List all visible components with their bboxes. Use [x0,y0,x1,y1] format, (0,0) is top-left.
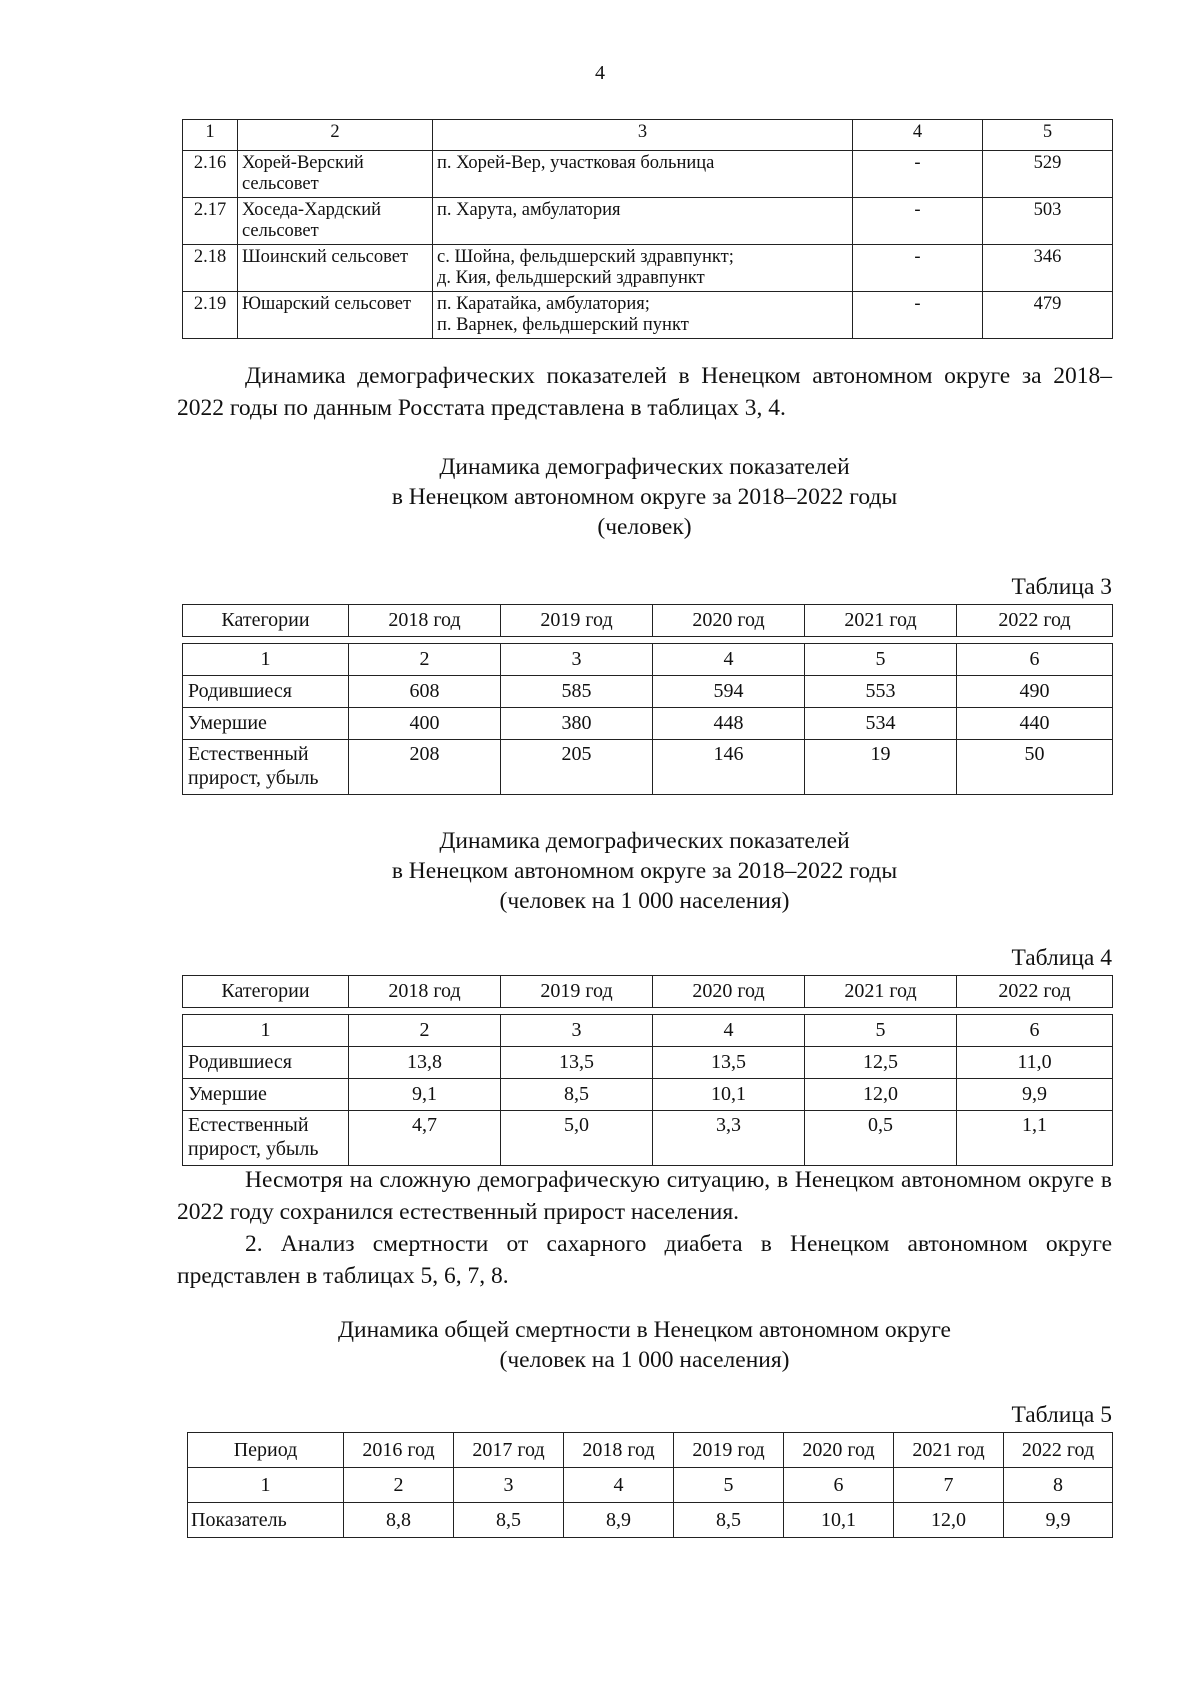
value-cell: 19 [805,740,957,795]
facility-cell [433,151,853,198]
table5 [187,1432,1113,1538]
column-header: 2020 год [653,976,805,1008]
column-header: 2022 год [957,605,1113,637]
caption-line: Динамика демографических показателей [439,454,850,480]
column-number: 6 [957,1015,1113,1047]
table-row [183,740,1113,795]
value-cell: 3,3 [653,1111,805,1166]
column-header: 2020 год [784,1433,894,1468]
column-number: 1 [188,1468,344,1503]
table-header-row [188,1433,1113,1468]
value-cell: 208 [349,740,501,795]
table4-label: Таблица 4 [1011,945,1112,971]
column-number: 2 [349,1015,501,1047]
column-number: 5 [983,120,1113,151]
column-number: 8 [1004,1468,1113,1503]
paragraph-text: 2. Анализ смертности от сахарного диабета в Ненецком автономном округе представлен в таблицах 5, 6, 7, 8. [177,1231,1112,1289]
value-cell: 608 [349,676,501,708]
table-row [183,708,1113,740]
table3 [182,604,1113,795]
value-cell: 380 [501,708,653,740]
column-number-row [183,644,1113,676]
table-row [183,292,1113,339]
value-cell: 9,1 [349,1079,501,1111]
municipality-cell: Хорей-Верский сельсовет [238,151,433,198]
column-number: 3 [501,644,653,676]
col5-cell: 529 [983,151,1113,198]
spacer-row [183,637,1113,644]
column-header: 2017 год [454,1433,564,1468]
value-cell: 8,5 [674,1503,784,1538]
row-number: 2.16 [183,151,238,198]
value-cell: 8,9 [564,1503,674,1538]
municipality-cell: Шоинский сельсовет [238,245,433,292]
column-header: 2019 год [501,976,653,1008]
paragraph-text: Динамика демографических показателей в Ненецком автономном округе за 2018–2022 годы по данным Росстата представлена в таблицах 3, 4. [177,363,1112,421]
column-number: 4 [653,1015,805,1047]
table-row [183,1111,1113,1166]
column-header: Период [188,1433,344,1468]
column-number: 2 [344,1468,454,1503]
column-number: 6 [784,1468,894,1503]
spacer-row [183,1008,1113,1015]
table4-caption [177,826,1112,916]
table-row [183,151,1113,198]
value-cell: 205 [501,740,653,795]
column-header: 2018 год [564,1433,674,1468]
value-cell: 9,9 [957,1079,1113,1111]
value-cell: 13,5 [501,1047,653,1079]
value-cell: 12,5 [805,1047,957,1079]
settlements-table [182,119,1113,339]
column-header: 2018 год [349,605,501,637]
column-number: 3 [501,1015,653,1047]
column-number: 2 [349,644,501,676]
value-cell: 594 [653,676,805,708]
column-header: 2019 год [674,1433,784,1468]
municipality-cell: Юшарский сельсовет [238,292,433,339]
column-header: Категории [183,976,349,1008]
value-cell: 440 [957,708,1113,740]
value-cell: 400 [349,708,501,740]
paragraph-intro [177,360,1112,424]
column-header: 2018 год [349,976,501,1008]
caption-line: (человек на 1 000 населения) [499,888,790,914]
value-cell: 13,8 [349,1047,501,1079]
category-cell: Естественный прирост, убыль [183,1111,349,1166]
col4-cell: - [853,245,983,292]
col4-cell: - [853,292,983,339]
value-cell: 534 [805,708,957,740]
value-cell: 11,0 [957,1047,1113,1079]
column-header: 2016 год [344,1433,454,1468]
value-cell: 585 [501,676,653,708]
facility-line: п. Варнек, фельдшерский пункт [437,315,689,335]
category-cell: Умершие [183,708,349,740]
value-cell: 4,7 [349,1111,501,1166]
column-number: 5 [805,644,957,676]
caption-line: в Ненецком автономном округе за 2018–2022 годы [391,858,898,884]
col4-cell: - [853,151,983,198]
category-cell: Родившиеся [183,676,349,708]
facility-cell [433,292,853,339]
caption-line: (человек) [597,514,692,540]
column-header: 2019 год [501,605,653,637]
facility-line: п. Харута, амбулатория [437,200,621,220]
table5-caption [177,1315,1112,1375]
column-header: 2022 год [1004,1433,1113,1468]
facility-line: д. Кия, фельдшерский здравпункт [437,268,705,288]
column-number: 3 [433,120,853,151]
table4 [182,975,1113,1166]
page-number: 4 [595,62,605,84]
category-cell: Естественный прирост, убыль [183,740,349,795]
column-header: 2021 год [805,605,957,637]
value-cell: 9,9 [1004,1503,1113,1538]
paragraph-growth [177,1164,1112,1228]
facility-line: с. Шойна, фельдшерский здравпункт; [437,247,734,267]
value-cell: 1,1 [957,1111,1113,1166]
row-number: 2.18 [183,245,238,292]
table-header-row [183,976,1113,1008]
column-number: 5 [674,1468,784,1503]
paragraph-diabetes [177,1228,1112,1292]
value-cell: 13,5 [653,1047,805,1079]
value-cell: 553 [805,676,957,708]
value-cell: 490 [957,676,1113,708]
facility-cell [433,198,853,245]
paragraph-text: Несмотря на сложную демографическую ситуацию, в Ненецком автономном округе в 2022 году сохранился естественный прирост населения. [177,1167,1112,1225]
facility-cell [433,245,853,292]
table-row [183,1079,1113,1111]
table-row [183,1047,1113,1079]
table-row [183,245,1113,292]
value-cell: 8,8 [344,1503,454,1538]
caption-line: (человек на 1 000 населения) [499,1347,790,1373]
column-number: 2 [238,120,433,151]
column-number: 1 [183,1015,349,1047]
column-number-row [183,1015,1113,1047]
value-cell: 12,0 [805,1079,957,1111]
column-number: 3 [454,1468,564,1503]
municipality-cell: Хоседа-Хардский сельсовет [238,198,433,245]
col5-cell: 346 [983,245,1113,292]
column-number: 4 [564,1468,674,1503]
category-cell: Умершие [183,1079,349,1111]
column-number: 6 [957,644,1113,676]
caption-line: Динамика демографических показателей [439,828,850,854]
value-cell: 146 [653,740,805,795]
column-number-row [188,1468,1113,1503]
facility-line: п. Каратайка, амбулатория; [437,294,650,314]
value-cell: 5,0 [501,1111,653,1166]
table-header-row [183,120,1113,151]
col5-cell: 479 [983,292,1113,339]
caption-line: Динамика общей смертности в Ненецком автономном округе [338,1317,951,1343]
table-row [183,198,1113,245]
category-cell: Родившиеся [183,1047,349,1079]
column-header: 2021 год [894,1433,1004,1468]
value-cell: 8,5 [454,1503,564,1538]
table3-caption [177,452,1112,542]
row-number: 2.17 [183,198,238,245]
value-cell: 50 [957,740,1113,795]
col5-cell: 503 [983,198,1113,245]
column-number: 1 [183,120,238,151]
row-number: 2.19 [183,292,238,339]
value-cell: 8,5 [501,1079,653,1111]
table-row [188,1503,1113,1538]
value-cell: 448 [653,708,805,740]
column-number: 5 [805,1015,957,1047]
table3-label: Таблица 3 [1011,574,1112,600]
value-cell: 10,1 [653,1079,805,1111]
value-cell: 10,1 [784,1503,894,1538]
table5-label: Таблица 5 [1011,1402,1112,1428]
column-number: 1 [183,644,349,676]
column-header: 2021 год [805,976,957,1008]
row-label: Показатель [188,1503,344,1538]
value-cell: 12,0 [894,1503,1004,1538]
column-header: Категории [183,605,349,637]
col4-cell: - [853,198,983,245]
table-header-row [183,605,1113,637]
table-row [183,676,1113,708]
column-number: 4 [653,644,805,676]
facility-line: п. Хорей-Вер, участковая больница [437,153,715,173]
value-cell: 0,5 [805,1111,957,1166]
column-header: 2020 год [653,605,805,637]
column-header: 2022 год [957,976,1113,1008]
column-number: 7 [894,1468,1004,1503]
column-number: 4 [853,120,983,151]
caption-line: в Ненецком автономном округе за 2018–2022 годы [391,484,898,510]
